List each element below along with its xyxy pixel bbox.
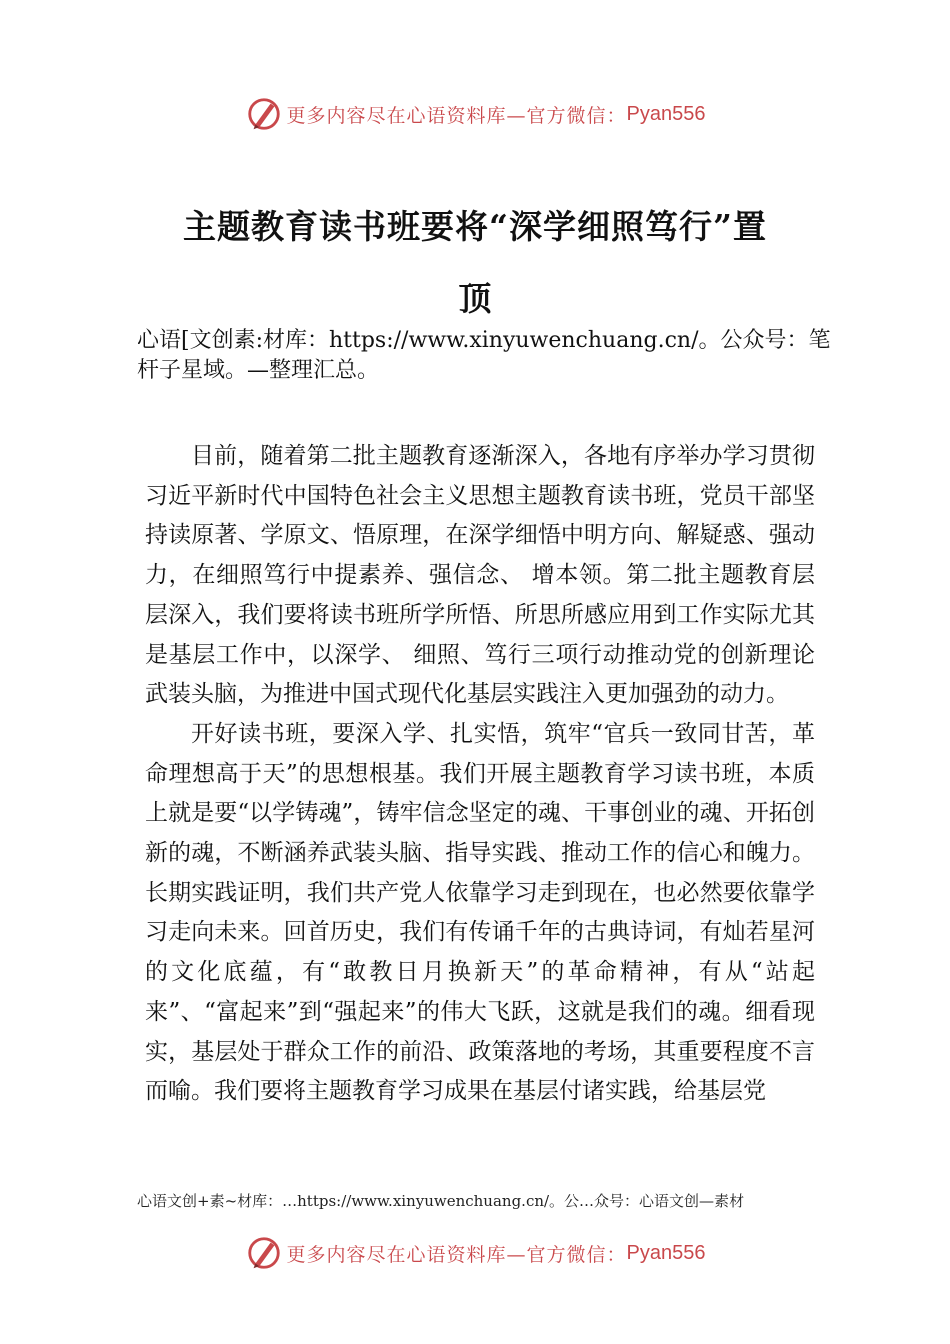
pen-logo-icon <box>245 1234 283 1272</box>
pen-logo-icon <box>245 95 283 133</box>
article-body <box>145 437 815 1112</box>
watermark-footer <box>0 1234 950 1272</box>
watermark-text: 更多内容尽在心语资料库—官方微信： <box>286 1243 627 1266</box>
document-title-line-2: 顶 <box>458 279 492 318</box>
watermark-text: 更多内容尽在心语资料库—官方微信： <box>286 104 627 127</box>
source-note: 心语[文创素:材库：https://www.xinyuwenchuang.cn/。公众号：笔杆子星域。—整理汇总。 <box>137 328 831 383</box>
watermark-header <box>0 95 950 133</box>
watermark-wechat-id: Pyan556 <box>626 102 706 125</box>
paragraph-2: 开好读书班，要深入学、扎实悟，筑牢“官兵一致同甘苦，革命理想高于天”的思想根基。我们开展主题教育学习读书班，本质上就是要“以学铸魂”，铸牢信念坚定的魂、干事创业的魂、开拓创新的魂，不断涵养武装头脑、指导实践、推动工作的信心和魄力。长期实践证明，我们共产党人依靠学习走到现在，也必然要依靠学习走向未来。回首历史，我们有传诵千年的古典诗词，有灿若星河的文化底蕴，有“敢教日月换新天”的革命精神，有从“站起来”、“富起来”到“强起来”的伟大飞跃，这就是我们的魂。细看现实，基层处于群众工作的前沿、政策落地的考场，其重要程度不言而喻。我们要将主题教育学习成果在基层付诸实践，给基层党 <box>145 720 815 1105</box>
paragraph-1: 目前，随着第二批主题教育逐渐深入，各地有序举办学习贯彻习近平新时代中国特色社会主义思想主题教育读书班，党员干部坚持读原著、学原文、悟原理，在深学细悟中明方向、解疑惑、强动力，在细照笃行中提素养、强信念、 增本领。第二批主题教育层层深入，我们要将读书班所学所悟、所思所感应用到工作实际尤其是基层工作中，以深学、 细照、笃行三项行动推动党的创新理论武装头脑，为推进中国式现代化基层实践注入更加强劲的动力。 <box>145 443 815 708</box>
watermark-wechat-id: Pyan556 <box>626 1241 706 1264</box>
footer-source-note: 心语文创+素~材库：…https://www.xinyuwenchuang.cn/。公…众号：心语文创—素材 <box>137 1192 745 1210</box>
document-title-line-1: 主题教育读书班要将“深学细照笃行”置 <box>183 207 767 246</box>
